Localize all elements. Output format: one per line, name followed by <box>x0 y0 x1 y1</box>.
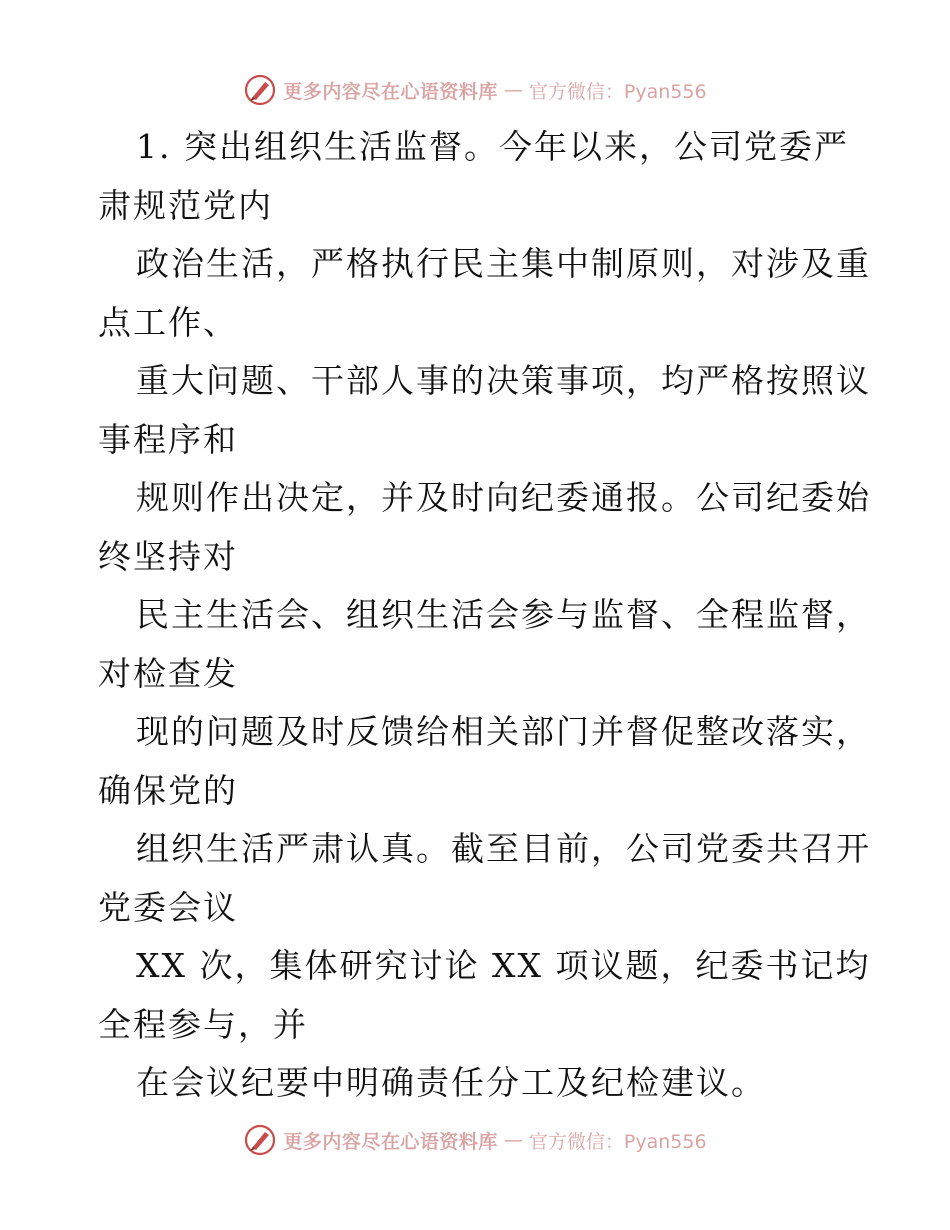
text-line: 政治生活，严格执行民主集中制原则，对涉及重 <box>136 244 871 283</box>
footer-watermark <box>0 1120 950 1160</box>
text-line: 对检查发 <box>98 653 238 693</box>
document-body <box>98 118 871 1113</box>
header-watermark <box>0 70 950 110</box>
text-line: 肃规范党内 <box>98 185 273 225</box>
watermark-contact: 官方微信：Pyan556 <box>528 80 707 103</box>
watermark-contact: 官方微信：Pyan556 <box>528 1130 707 1153</box>
text-line: 点工作、 <box>98 302 238 342</box>
text-line: 事程序和 <box>98 419 238 459</box>
text-line: 确保党的 <box>98 770 238 810</box>
watermark-text: 更多内容尽在心语资料库 <box>283 1130 498 1153</box>
text-line: 1. 突出组织生活监督。今年以来，公司党委严 <box>136 127 849 166</box>
watermark-separator: — <box>503 79 523 101</box>
text-line: XX 次，集体研究讨论 XX 项议题，纪委书记均 <box>136 946 871 985</box>
quill-pen-icon <box>243 73 277 107</box>
text-line: 重大问题、干部人事的决策事项，均严格按照议 <box>136 361 871 400</box>
text-line: 民主生活会、组织生活会参与监督、全程监督， <box>136 595 871 634</box>
text-line: 现的问题及时反馈给相关部门并督促整改落实， <box>136 712 871 751</box>
text-line: 全程参与，并 <box>98 1004 308 1044</box>
text-line: 党委会议 <box>98 887 238 927</box>
text-line: 在会议纪要中明确责任分工及纪检建议。 <box>136 1063 766 1102</box>
watermark-text: 更多内容尽在心语资料库 <box>283 80 498 103</box>
text-line: 组织生活严肃认真。截至目前，公司党委共召开 <box>136 829 871 868</box>
text-line: 规则作出决定，并及时向纪委通报。公司纪委始 <box>136 478 871 517</box>
text-line: 终坚持对 <box>98 536 238 576</box>
quill-pen-icon <box>243 1123 277 1157</box>
watermark-separator: — <box>503 1129 523 1151</box>
